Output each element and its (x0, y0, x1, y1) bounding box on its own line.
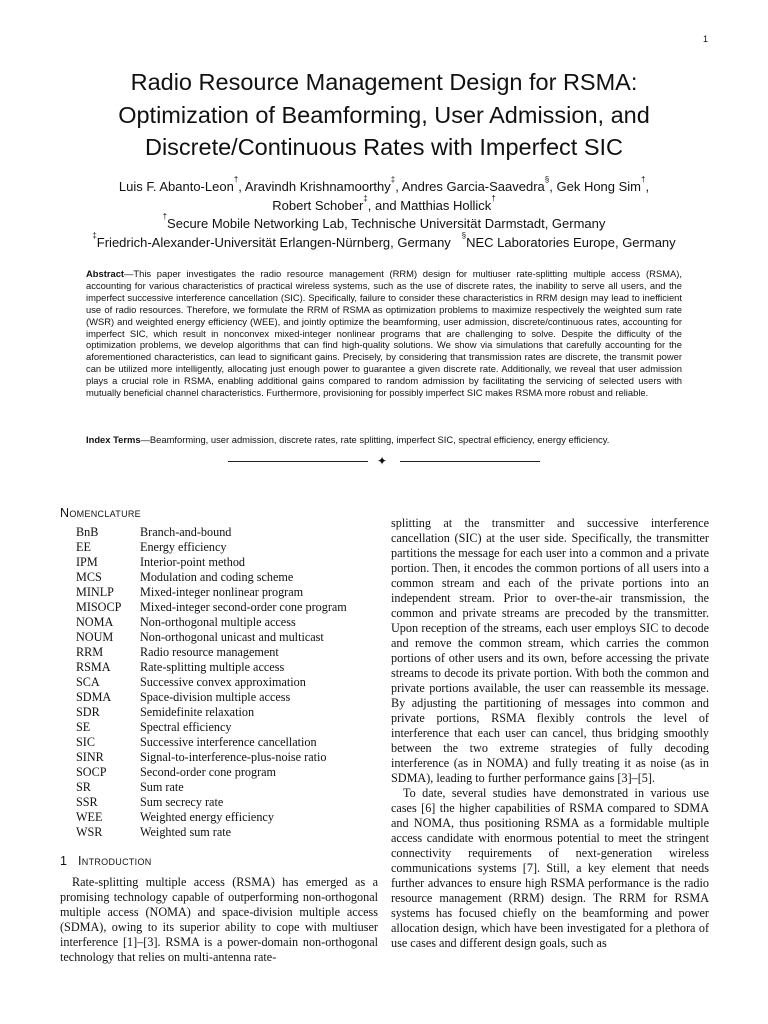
nomenclature-abbr: SINR (76, 750, 104, 764)
index-terms-label: Index Terms (86, 434, 141, 445)
abstract (86, 268, 682, 399)
nomenclature-abbr: SSR (76, 795, 98, 809)
title-line: Discrete/Continuous Rates with Imperfect SIC (144, 134, 624, 160)
paper-title (60, 66, 708, 164)
separator: , (549, 179, 557, 194)
abstract-label: Abstract (86, 268, 125, 279)
nomenclature-definition: Radio resource management (140, 645, 279, 659)
nomenclature-definition: Non-orthogonal multiple access (140, 615, 296, 629)
affiliation: Secure Mobile Networking Lab, Technische Universität Darmstadt, Germany (167, 216, 606, 231)
nomenclature-abbr: EE (76, 540, 91, 554)
separator: , and (367, 197, 401, 213)
author-name: Matthias Hollick (400, 197, 492, 213)
affiliation-mark: ‡ (92, 230, 97, 240)
nomenclature-definition: Second-order cone program (140, 765, 277, 779)
nomenclature-definition: Weighted energy efficiency (140, 810, 274, 824)
nomenclature-abbr: MCS (76, 570, 102, 584)
nomenclature-abbr: WSR (76, 825, 103, 839)
nomenclature-heading: Nomenclature (60, 506, 141, 520)
nomenclature-row (60, 645, 378, 660)
nomenclature-row (60, 570, 378, 585)
right-column (391, 516, 709, 951)
nomenclature-row (60, 630, 378, 645)
affiliation-mark: † (641, 175, 646, 184)
separator: , (395, 179, 402, 194)
affiliation-mark: † (233, 175, 239, 184)
nomenclature-row (60, 690, 378, 705)
separator: , (238, 179, 245, 194)
nomenclature-row (60, 615, 378, 630)
nomenclature-definition: Energy efficiency (140, 540, 227, 554)
nomenclature-definition: Spectral efficiency (140, 720, 232, 734)
author-name: Andres Garcia-Saavedra (401, 179, 545, 194)
divider-line-left (228, 461, 368, 462)
title-line: Optimization of Beamforming, User Admission, and (118, 101, 650, 128)
nomenclature-abbr: NOMA (76, 615, 114, 629)
nomenclature-definition: Weighted sum rate (140, 825, 232, 839)
nomenclature-row (60, 585, 378, 600)
nomenclature-row (60, 750, 378, 765)
abstract-text: —This paper investigates the radio resource management (RRM) design for multiuser rate-splitting multiple access (RSMA), accounting for various characteristics of practical wireless systems, such as the use of discrete rates, the inability to serve all users, and the imperfect successive interference cancellation (SIC). Specifically, failure to consider these characteristics in RRM design may lead to inefficient use of radio resources. Therefore, we formulate the RRM of RSMA as optimization problems to maximize respectively the weighted sum rate (WSR) and weighted energy efficiency (WEE), and jointly optimize the beamforming, user admission, discrete/continuous rates, accounting for imperfect SIC, which result in nonconvex mixed-integer nonlinear programs that are challenging to solve. Despite the difficulty of the optimization problems, we develop algorithms that can find high-quality solutions. We show via simulations that carefully accounting for the aforementioned characteristics, can lead to significant gains. Precisely, by considering that transmission rates are discrete, the transmit power can be utilized more intelligently, allocating just enough power to guarantee a given discrete rate. Additionally, we reveal that user admission plays a crucial role in RSMA, enabling additional gains compared to random admission by facilitating the servicing of selected users with mutually beneficial channel characteristics. Furthermore, provisioning for possibly imperfect SIC makes RSMA more robust and reliable. (86, 268, 682, 399)
nomenclature-definition: Sum rate (140, 780, 184, 794)
nomenclature-abbr: WEE (76, 810, 103, 824)
nomenclature-abbr: RRM (76, 645, 104, 659)
nomenclature-abbr: MINLP (76, 585, 114, 599)
nomenclature-row (60, 705, 378, 720)
nomenclature-row (60, 735, 378, 750)
nomenclature-definition: Interior-point method (140, 555, 246, 569)
nomenclature-row (60, 660, 378, 675)
nomenclature-definition: Modulation and coding scheme (140, 570, 294, 584)
index-terms (86, 434, 682, 446)
introduction-heading (60, 854, 378, 869)
nomenclature-abbr: MISOCP (76, 600, 122, 614)
nomenclature-definition: Successive convex approximation (140, 675, 306, 689)
nomenclature-definition: Signal-to-interference-plus-noise ratio (140, 750, 327, 764)
nomenclature-row (60, 825, 378, 840)
nomenclature-abbr: SIC (76, 735, 95, 749)
affiliation-mark: § (461, 230, 467, 240)
affiliation-mark: ‡ (363, 193, 368, 203)
section-title: Introduction (78, 854, 152, 868)
section-divider (228, 456, 540, 468)
author-block (60, 175, 708, 252)
nomenclature-abbr: NOUM (76, 630, 114, 644)
nomenclature-abbr: SOCP (76, 765, 107, 779)
nomenclature-abbr: SCA (76, 675, 100, 689)
nomenclature-row (60, 720, 378, 735)
nomenclature-definition: Non-orthogonal unicast and multicast (140, 630, 324, 644)
nomenclature-abbr: SR (76, 780, 91, 794)
index-terms-text: —Beamforming, user admission, discrete rates, rate splitting, imperfect SIC, spectral efficiency, energy efficiency. (140, 434, 610, 445)
author-line-2 (60, 193, 708, 216)
nomenclature-definition: Semidefinite relaxation (140, 705, 255, 719)
nomenclature-definition: Rate-splitting multiple access (140, 660, 285, 674)
nomenclature-abbr: BnB (76, 525, 99, 539)
affiliation-mark: § (544, 175, 550, 184)
affiliation-mark: † (491, 193, 496, 203)
separator: , (645, 179, 650, 194)
page-number: 1 (702, 34, 708, 44)
body-paragraph: splitting at the transmitter and successive interference cancellation (SIC) at the user side. Specifically, the transmitter partitions the message for each user into a common and a private portion. Then, it encodes the common portions of all users into a common stream and each of the private portions into an independent stream. Prior to over-the-air transmission, the common and private streams are precoded by the transmitter. Upon reception of the streams, each user employs SIC to decode and remove the common stream, which carries the common portions of other users and its own, before accessing the private streams to decode its private portion. With both the common and private portions available, the user can reassemble its message. By adjusting the partitioning of messages into common and private portions, RSMA flexibly controls the level of interference that each user can cancel, thus bridging smoothly between the two extreme strategies of fully decoding interference (as in NOMA) and fully treating it as noise (as in SDMA), leading to further performance gains [3]–[5]. (391, 516, 709, 785)
author-name: Robert Schober (272, 197, 364, 213)
affiliation-line-2 (60, 230, 708, 253)
affiliation-mark: † (162, 212, 168, 221)
nomenclature-definition: Space-division multiple access (140, 690, 291, 704)
divider-line-right (400, 461, 540, 462)
author-line-1 (60, 175, 708, 197)
nomenclature-list (60, 525, 378, 840)
nomenclature-abbr: SE (76, 720, 91, 734)
nomenclature-abbr: IPM (76, 555, 98, 569)
nomenclature-row (60, 810, 378, 825)
introduction-paragraph: Rate-splitting multiple access (RSMA) has emerged as a promising technology capable of outperforming non-orthogonal multiple access (NOMA) and space-division multiple access (SDMA), owing to its superior ability to cope with multiuser interference [1]–[3]. RSMA is a power-domain non-orthogonal technology that relies on multi-antenna rate- (60, 875, 378, 964)
nomenclature-abbr: SDR (76, 705, 100, 719)
nomenclature-row (60, 555, 378, 570)
nomenclature-row (60, 780, 378, 795)
nomenclature-abbr: SDMA (76, 690, 112, 704)
affiliation-line-1 (60, 212, 708, 234)
nomenclature-row (60, 600, 378, 615)
affiliation: NEC Laboratories Europe, Germany (466, 234, 676, 250)
left-column (60, 506, 378, 965)
affiliation: Friedrich-Alexander-Universität Erlangen-Nürnberg, Germany (96, 234, 451, 250)
nomenclature-row (60, 525, 378, 540)
divider-star-icon: ✦ (377, 454, 388, 468)
nomenclature-abbr: RSMA (76, 660, 111, 674)
nomenclature-definition: Branch-and-bound (140, 525, 232, 539)
author-name: Luis F. Abanto-Leon (118, 179, 234, 194)
nomenclature-definition: Successive interference cancellation (140, 735, 317, 749)
body-paragraph: To date, several studies have demonstrated in various use cases [6] the higher capabilities of RSMA compared to SDMA and NOMA, thus positioning RSMA as a formidable multiple access candidate with enormous potential to meet the stringent connectivity requirements of next-generation wireless communications systems [7]. Still, a key element that needs further advances to ensure high RSMA performance is the radio resource management (RRM) design. The RRM for RSMA systems has focused chiefly on the beamforming and power allocation design, which have been investigated for a plethora of use cases and different design goals, such as (391, 786, 709, 950)
nomenclature-row (60, 795, 378, 810)
nomenclature-row (60, 765, 378, 780)
nomenclature-definition: Mixed-integer nonlinear program (140, 585, 304, 599)
author-name: Gek Hong Sim (556, 179, 642, 194)
nomenclature-row (60, 540, 378, 555)
affiliation-mark: ‡ (390, 175, 396, 184)
author-name: Aravindh Krishnamoorthy (244, 179, 391, 194)
nomenclature-row (60, 675, 378, 690)
section-number: 1 (60, 854, 68, 868)
title-line: Radio Resource Management Design for RSMA: (130, 69, 638, 95)
nomenclature-definition: Sum secrecy rate (140, 795, 224, 809)
nomenclature-definition: Mixed-integer second-order cone program (140, 600, 347, 614)
